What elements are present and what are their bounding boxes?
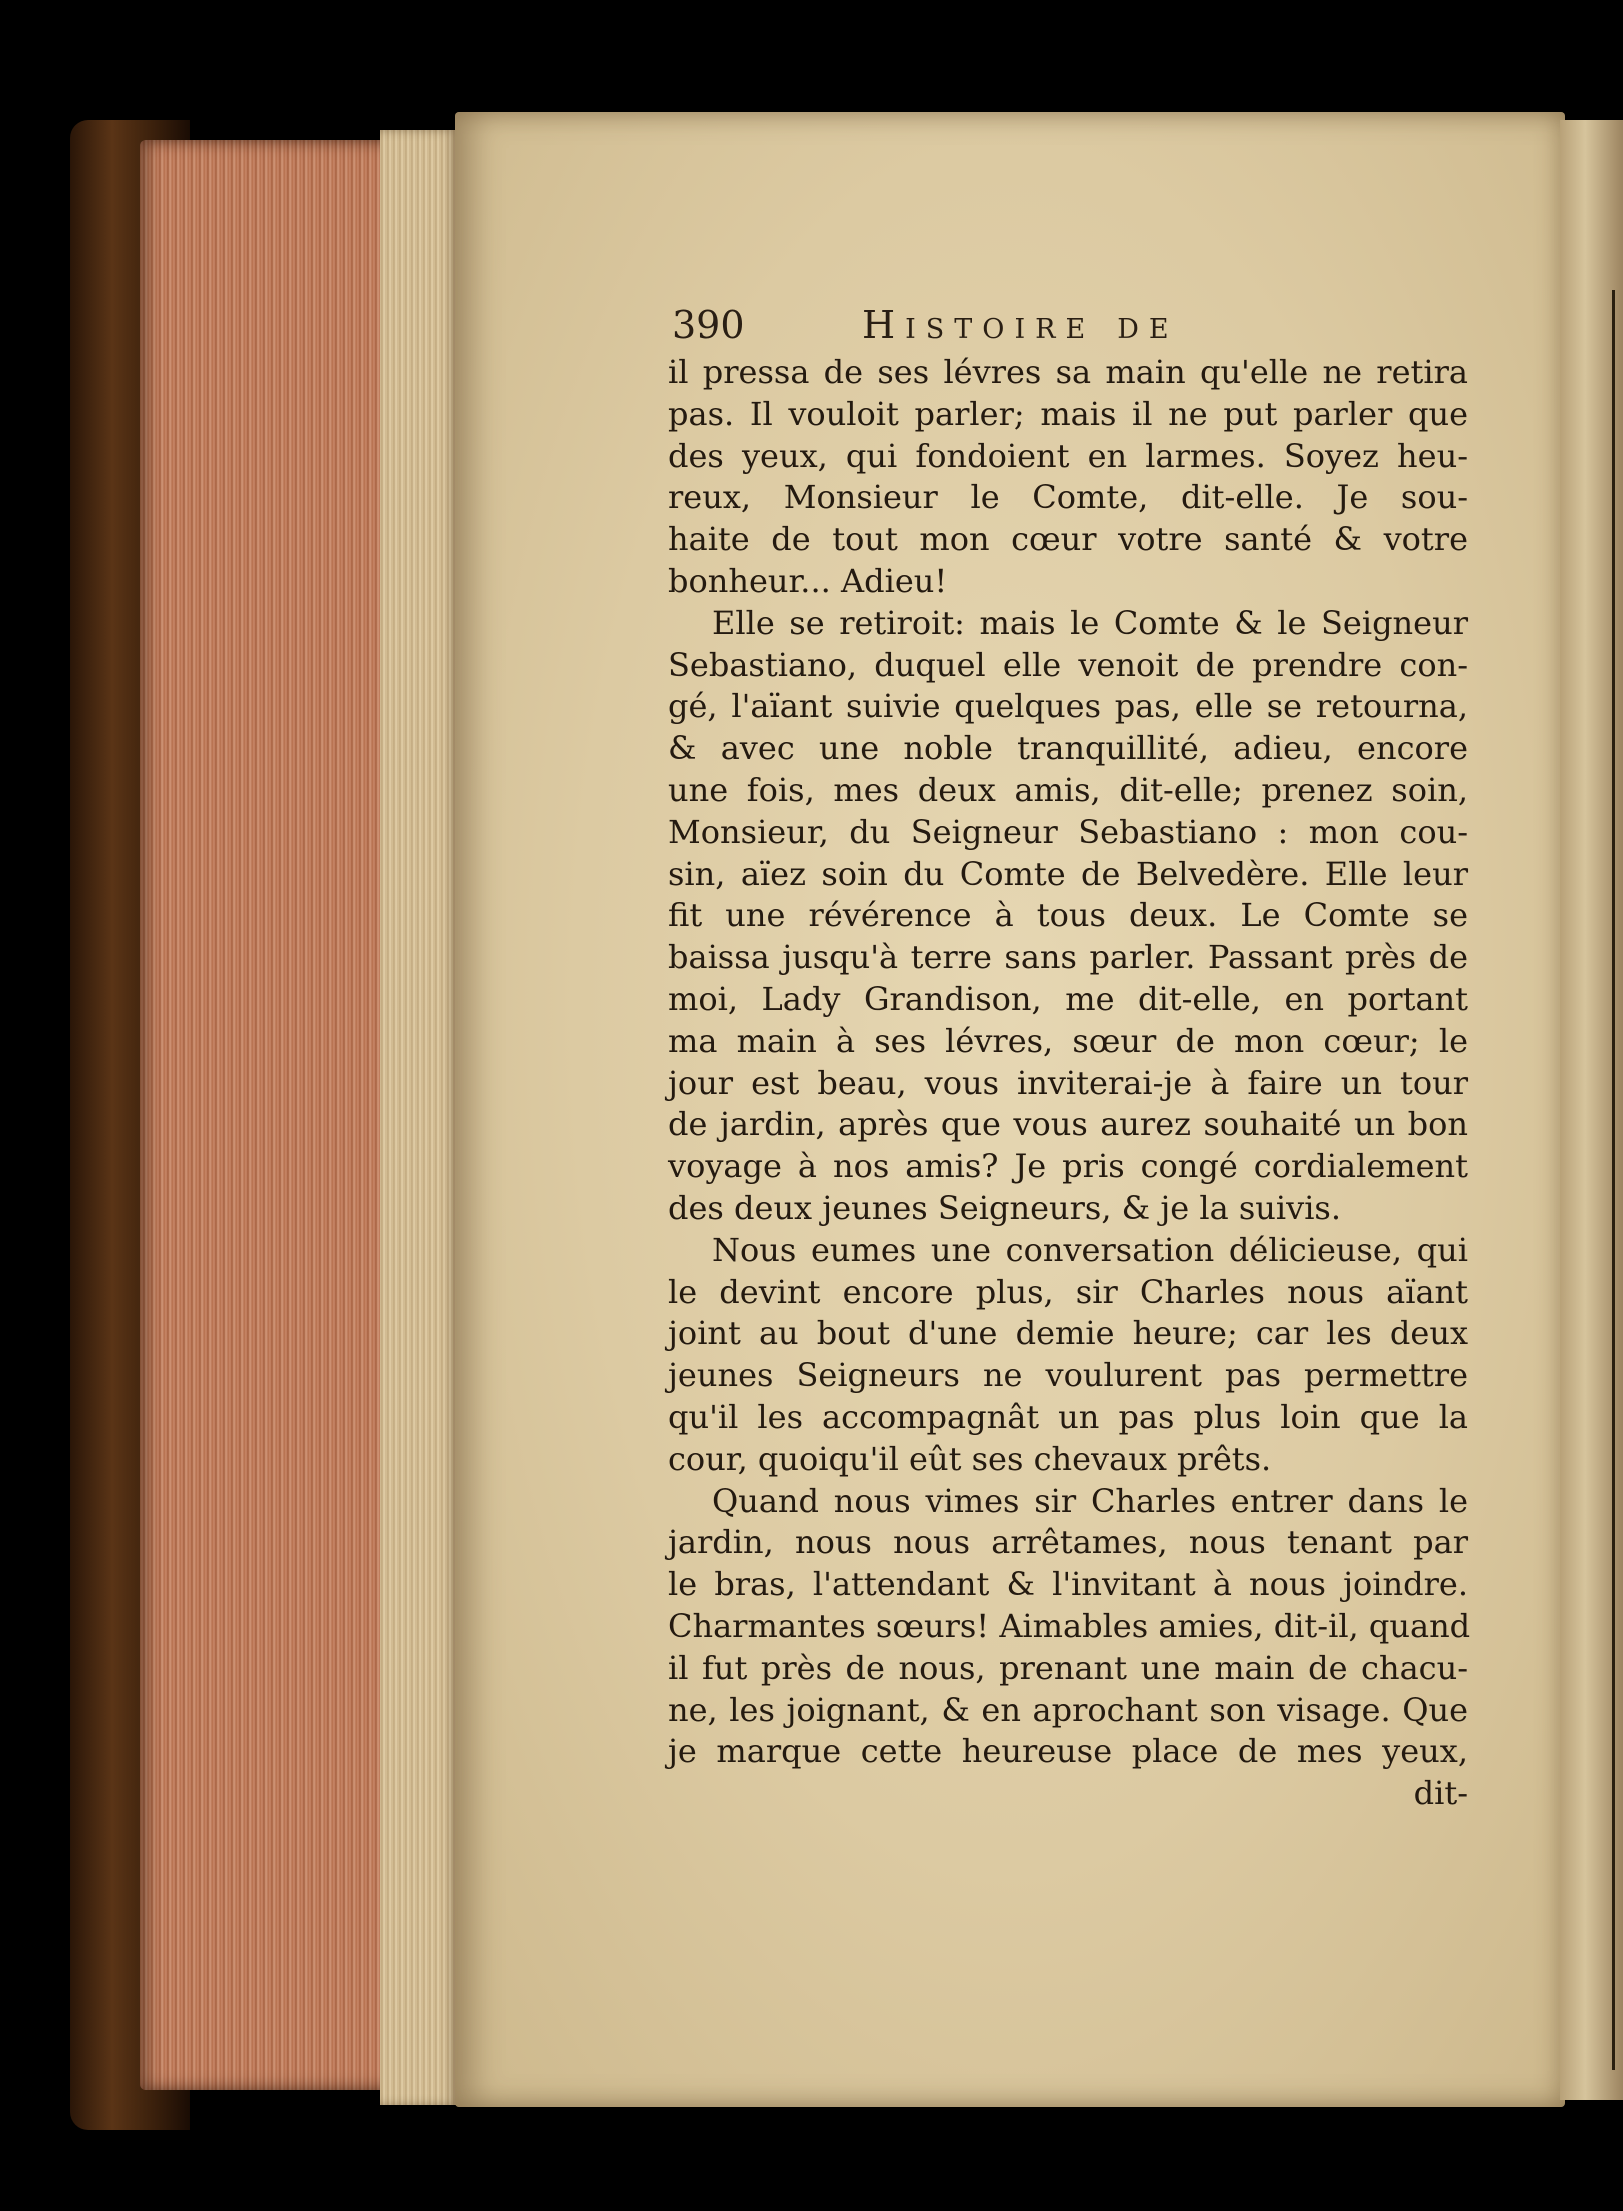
text-line: pas. Il vouloit parler; mais il ne put parler que xyxy=(668,394,1468,433)
text-line: ma main à ses lévres, sœur de mon cœur; le xyxy=(668,1021,1468,1060)
text-line: une fois, mes deux amis, dit-elle; prenez soin, xyxy=(668,770,1468,809)
text-line: qu'il les accompagnât un pas plus loin que la xyxy=(668,1397,1468,1436)
text-line: & avec une noble tranquillité, adieu, encore xyxy=(668,729,1468,768)
text-line: de jardin, après que vous aurez souhaité un bon xyxy=(668,1105,1468,1144)
text-line: reux, Monsieur le Comte, dit-elle. Je sou- xyxy=(668,478,1468,517)
text-line: ne, les joignant, & en aprochant son visage. Que xyxy=(668,1690,1468,1729)
text-line: voyage à nos amis? Je pris congé cordialement xyxy=(668,1147,1468,1186)
catchword: dit- xyxy=(1413,1774,1468,1813)
text-line: le bras, l'attendant & l'invitant à nous joindre. xyxy=(668,1565,1468,1604)
text-line: le devint encore plus, sir Charles nous aïant xyxy=(668,1272,1468,1311)
body-text xyxy=(668,352,1471,1815)
text-line: baissa jusqu'à terre sans parler. Passant près de xyxy=(668,938,1468,977)
text-line: moi, Lady Grandison, me dit-elle, en portant xyxy=(668,979,1468,1018)
text-line: jeunes Seigneurs ne voulurent pas permettre xyxy=(668,1356,1468,1395)
text-line: gé, l'aïant suivie quelques pas, elle se retourna, xyxy=(668,687,1468,726)
text-line: sin, aïez soin du Comte de Belvedère. Elle leur xyxy=(668,854,1468,893)
running-title: Histoire de xyxy=(862,303,1179,347)
text-line: joint au bout d'une demie heure; car les deux xyxy=(668,1314,1468,1353)
text-line: Quand nous vimes sir Charles entrer dans le xyxy=(712,1481,1468,1520)
page-header xyxy=(672,295,1522,355)
text-line: haite de tout mon cœur votre santé & votre xyxy=(668,520,1468,559)
text-line: des deux jeunes Seigneurs, & je la suivis. xyxy=(668,1188,1342,1227)
text-line: Charmantes sœurs! Aimables amies, dit-il, quand xyxy=(668,1606,1471,1645)
text-line: je marque cette heureuse place de mes yeux, xyxy=(668,1732,1468,1771)
text-line: Monsieur, du Seigneur Sebastiano : mon cou- xyxy=(668,812,1468,851)
text-line: Elle se retiroit: mais le Comte & le Seigneur xyxy=(712,603,1468,642)
facing-page-rule xyxy=(1612,290,1615,2070)
text-line: jour est beau, vous inviterai-je à faire un tour xyxy=(668,1063,1468,1102)
text-line: cour, quoiqu'il eût ses chevaux prêts. xyxy=(668,1439,1272,1478)
text-line: bonheur... Adieu! xyxy=(668,561,948,600)
text-line: Sebastiano, duquel elle venoit de prendre con- xyxy=(668,645,1468,684)
text-line: il fut près de nous, prenant une main de chacu- xyxy=(668,1648,1468,1687)
text-line: des yeux, qui fondoient en larmes. Soyez heu- xyxy=(668,436,1468,475)
text-line: jardin, nous nous arrêtames, nous tenant par xyxy=(668,1523,1468,1562)
page-number: 390 xyxy=(672,303,745,347)
page-edges-inner xyxy=(380,130,460,2105)
text-line: il pressa de ses lévres sa main qu'elle ne retira xyxy=(668,353,1468,391)
text-line: fit une révérence à tous deux. Le Comte se xyxy=(668,896,1468,935)
text-line: Nous eumes une conversation délicieuse, qui xyxy=(712,1230,1468,1269)
